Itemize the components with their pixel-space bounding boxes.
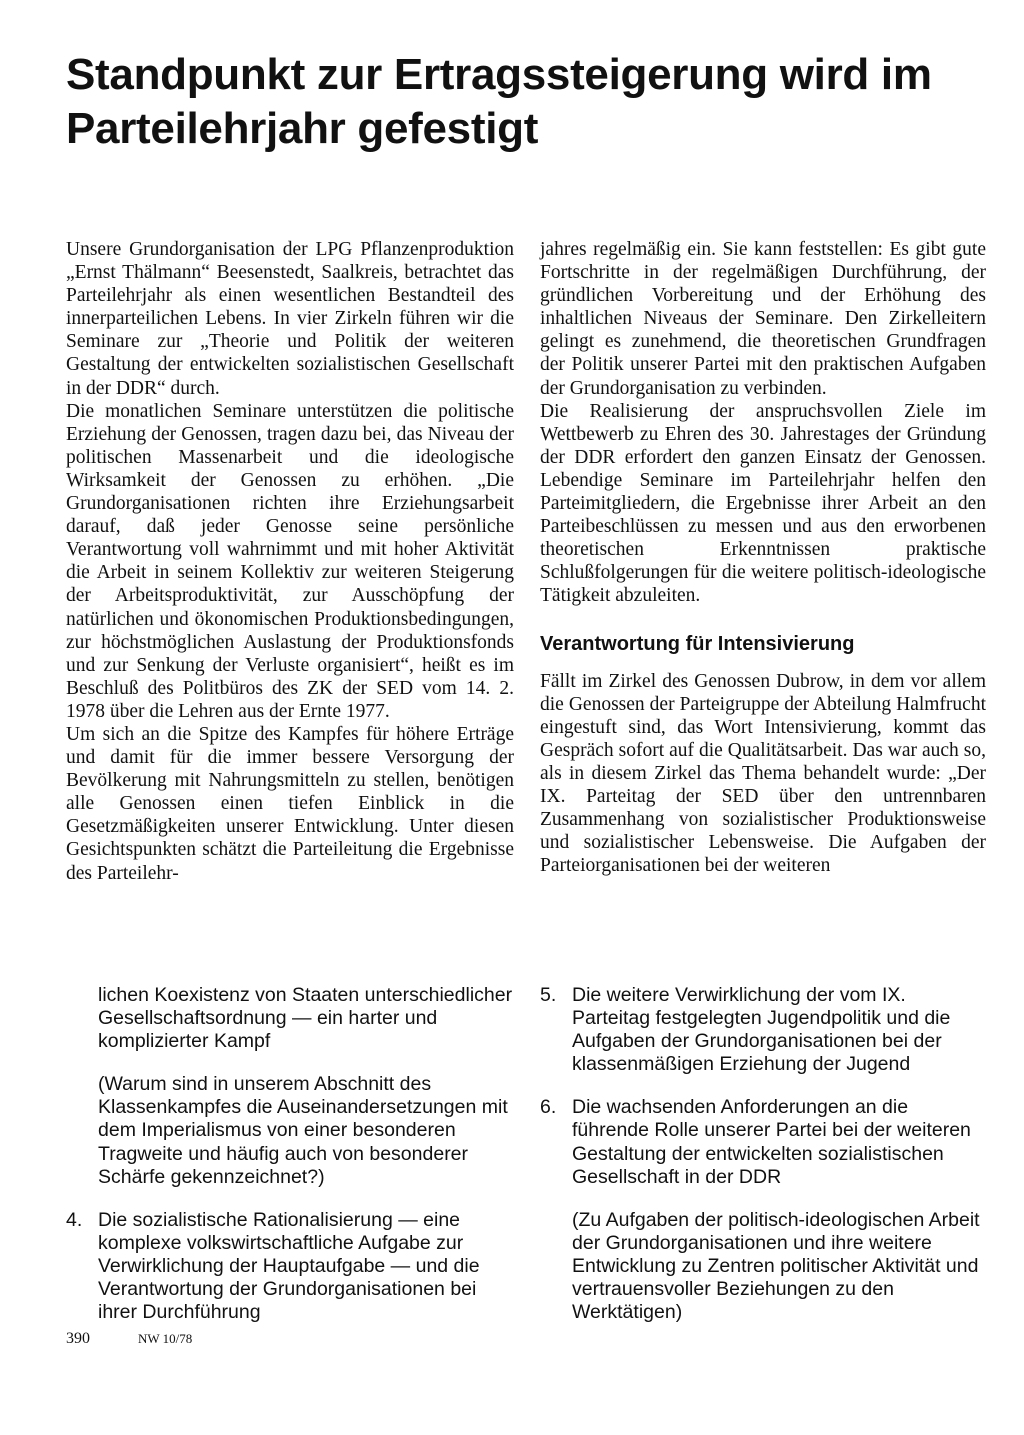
theme-item-5 bbox=[540, 984, 986, 1076]
theme-note: (Zu Aufgaben der politisch-ideologischen Arbeit der Grundorganisationen und ihre weitere Entwicklung zu Zentren politischer Aktivität und vertrauensvoller Beziehungen zu den Werktätigen) bbox=[572, 1208, 980, 1324]
paragraph: Fällt im Zirkel des Genossen Dubrow, in dem vor allem die Genossen der Parteigruppe der Abteilung Halmfrucht eingestuft sind, das Wort Intensivierung, kommt das Gespräch sofort auf die Qualitätsarbeit. Das war auch so, als in diesem Zirkel das Thema behandelt wurde: „Der IX. Parteitag der SED über den untrennbaren Zusammenhang von sozialistischer Produktionsweise und sozialistischer Lebensweise. Die Aufgaben der Parteiorganisationen bei der weiteren bbox=[540, 670, 986, 877]
item-number: 5. bbox=[540, 984, 557, 1006]
paragraph: Die monatlichen Seminare unterstützen die politische Erziehung der Genossen, tragen dazu bei, das Niveau der politischen Massenarbeit und die ideologische Wirksamkeit der Genossen zu erhöhen. „Die Grundorganisationen richten ihre Erziehungsarbeit darauf, daß jeder Genosse seine persönliche Verantwortung voll wahrnimmt und mit hoher Aktivität die Arbeit in seinem Kollektiv zur weiteren Steigerung der Arbeitsproduktivität, zur Ausschöpfung der natürlichen und ökonomischen Produktionsbedingungen, zur höchstmöglichen Auslastung der Produktionsfonds und zur Senkung der Verluste organisiert“, heißt es im Beschluß des Politbüros des ZK der SED vom 14. 2. 1978 über die Lehren aus der Ernte 1977. bbox=[66, 400, 514, 722]
headline: Standpunkt zur Ertragssteigerung wird im Parteilehrjahr gefestigt bbox=[66, 50, 932, 153]
theme-note: (Warum sind in unserem Abschnitt des Klassenkampfes die Auseinandersetzungen mit dem Imperialismus von einer besonderen Tragweite und häufig auch von besonderer Schärfe gekennzeichnet?) bbox=[98, 1073, 508, 1188]
item-text: Die sozialistische Rationalisierung — eine komplexe volkswirtschaftliche Aufgabe zur Verwirklichung der Hauptaufgabe — und die Verantwortung der Grundorganisationen bei ihrer Durchführung bbox=[98, 1208, 480, 1324]
page-number: 390 bbox=[66, 1330, 90, 1347]
theme-continuation: lichen Koexistenz von Staaten unterschiedlicher Gesellschaftsordnung — ein harter und komplizierter Kampf bbox=[98, 984, 513, 1053]
article-right-column bbox=[540, 238, 986, 877]
section-subheading: Verantwortung für Intensivierung bbox=[540, 632, 855, 655]
paragraph: jahres regelmäßig ein. Sie kann feststellen: Es gibt gute Fortschritte in der regelmäßigen Durchführung, der gründlichen Vorbereitung und der Erhöhung des inhaltlichen Niveaus der Seminare. Den Zirkelleitern gelingt es zunehmend, die theoretischen Grundfragen der Politik unserer Partei mit den praktischen Aufgaben der Grundorganisation zu verbinden. bbox=[540, 239, 986, 399]
article-left-column bbox=[66, 238, 514, 885]
themes-left-column bbox=[66, 984, 514, 1324]
item-text: Die weitere Verwirklichung der vom IX. Parteitag festgelegten Jugendpolitik und die Aufgaben der Grundorganisationen bei der klassenmäßigen Erziehung der Jugend bbox=[572, 984, 951, 1076]
publication-issue: NW 10/78 bbox=[138, 1331, 193, 1346]
page-footer bbox=[66, 1330, 192, 1348]
paragraph: Unsere Grundorganisation der LPG Pflanzenproduktion „Ernst Thälmann“ Beesenstedt, Saalkreis, betrachtet das Parteilehrjahr als einen wesentlichen Bestandteil des innerparteilichen Lebens. In vier Zirkeln führen wir die Seminare zur „Theorie und Politik der weiteren Gestaltung der entwickelten sozialistischen Gesellschaft in der DDR“ durch. bbox=[66, 239, 514, 399]
item-number: 6. bbox=[540, 1096, 557, 1119]
theme-item-4 bbox=[66, 1209, 514, 1324]
item-number: 4. bbox=[66, 1208, 83, 1231]
theme-item-6 bbox=[540, 1096, 986, 1188]
item-text: Die wachsenden Anforderungen an die führende Rolle unserer Partei bei der weiteren Gestaltung der entwickelten sozialistischen Gesellschaft in der DDR bbox=[572, 1096, 971, 1188]
paragraph: Die Realisierung der anspruchsvollen Ziele im Wettbewerb zu Ehren des 30. Jahrestages der Gründung der DDR erfordert den ganzen Einsatz der Genossen. Lebendige Seminare im Parteilehrjahr helfen den Parteimitgliedern, die Ergebnisse ihrer Arbeit an den Parteibeschlüssen zu messen und aus den erworbenen theoretischen Erkenntnissen praktische Schlußfolgerungen für die weitere politisch-ideologische Tätigkeit abzuleiten. bbox=[540, 400, 986, 607]
paragraph: Um sich an die Spitze des Kampfes für höhere Erträge und damit für die immer bessere Versorgung der Bevölkerung mit Nahrungsmitteln zu stellen, benötigen alle Genossen einen tiefen Einblick in die Gesetzmäßigkeiten unserer Entwicklung. Unter diesen Gesichtspunkten schätzt die Parteileitung die Ergebnisse des Parteilehr- bbox=[66, 723, 514, 884]
themes-right-column bbox=[540, 984, 986, 1324]
